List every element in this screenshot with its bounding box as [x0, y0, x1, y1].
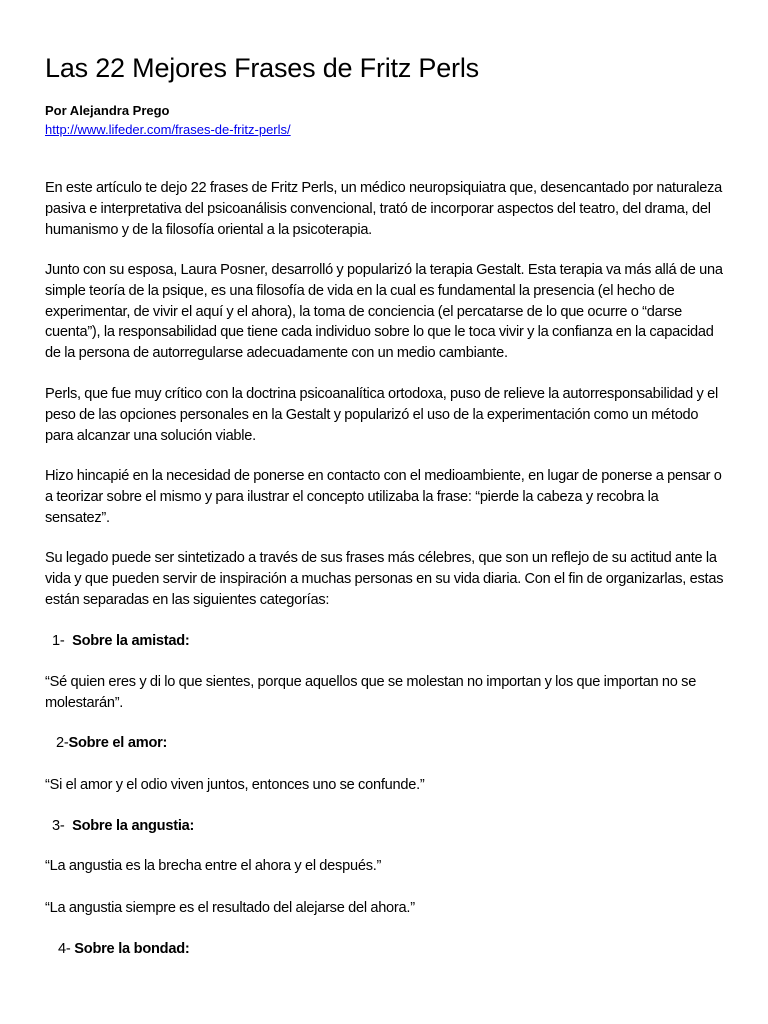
- section-number: 3-: [52, 818, 65, 834]
- gestalt-paragraph: Junto con su esposa, Laura Posner, desarrolló y popularizó la terapia Gestalt. Esta terapia va más allá de una simple teoría de la psique, es una filosofía de vida en la cual es fundamental la presencia (el hecho de experimentar, de vivir el aquí y el ahora), la toma de conciencia (el percatarse de lo que ocurre o “darse cuenta”), la responsabilidad que tiene cada individuo sobre lo que le toca vivir y la confianza en la capacidad de la persona de autorregularse adecuadamente con un medio cambiante.: [45, 262, 723, 362]
- section-heading-amistad: [52, 631, 190, 652]
- document-title: Las 22 Mejores Frases de Fritz Perls: [45, 53, 479, 83]
- intro-paragraph: En este artículo te dejo 22 frases de Fritz Perls, un médico neuropsiquiatra que, desencantado por naturaleza pasiva e interpretativa del psicoanálisis convencional, trató de incorporar aspectos del teatro, del drama, del humanismo y de la filosofía oriental a la psicoterapia.: [45, 180, 722, 238]
- section-label: Sobre la angustia:: [72, 818, 195, 834]
- quote-angustia-1: “La angustia es la brecha entre el ahora y el después.”: [45, 858, 382, 874]
- criticism-paragraph: Perls, que fue muy crítico con la doctrina psicoanalítica ortodoxa, puso de relieve la autorresponsabilidad y el peso de las opciones personales en la Gestalt y popularizó el uso de la experimentación como un método para alcanzar una solución viable.: [45, 386, 718, 444]
- section-heading-angustia: [52, 816, 194, 837]
- section-heading-bondad: [58, 939, 189, 960]
- section-heading-amor: [56, 733, 167, 754]
- section-label: Sobre el amor:: [68, 735, 168, 751]
- quote-amor-1: “Si el amor y el odio viven juntos, entonces uno se confunde.”: [45, 777, 425, 793]
- section-label: Sobre la bondad:: [74, 941, 190, 957]
- source-link[interactable]: http://www.lifeder.com/frases-de-fritz-perls/: [45, 122, 291, 137]
- quote-angustia-2: “La angustia siempre es el resultado del alejarse del ahora.”: [45, 900, 415, 916]
- section-number: 2-: [56, 735, 69, 751]
- section-label: Sobre la amistad:: [72, 633, 190, 649]
- section-number: 4-: [58, 941, 71, 957]
- author-line: Por Alejandra Prego: [45, 103, 170, 118]
- quote-amistad-1: “Sé quien eres y di lo que sientes, porque aquellos que se molestan no importan y los que importan no se molestarán”.: [45, 674, 697, 711]
- section-number: 1-: [52, 633, 65, 649]
- legacy-paragraph: Su legado puede ser sintetizado a través de sus frases más célebres, que son un reflejo de su actitud ante la vida y que pueden servir de inspiración a muchas personas en su vida diaria. Con el fin de organizarlas, estas están separadas en las siguientes categorías:: [45, 550, 724, 608]
- environment-paragraph: Hizo hincapié en la necesidad de ponerse en contacto con el medioambiente, en lugar de ponerse a pensar o a teorizar sobre el mismo y para ilustrar el concepto utilizaba la frase: “pierde la cabeza y recobra la sensatez”.: [45, 468, 722, 526]
